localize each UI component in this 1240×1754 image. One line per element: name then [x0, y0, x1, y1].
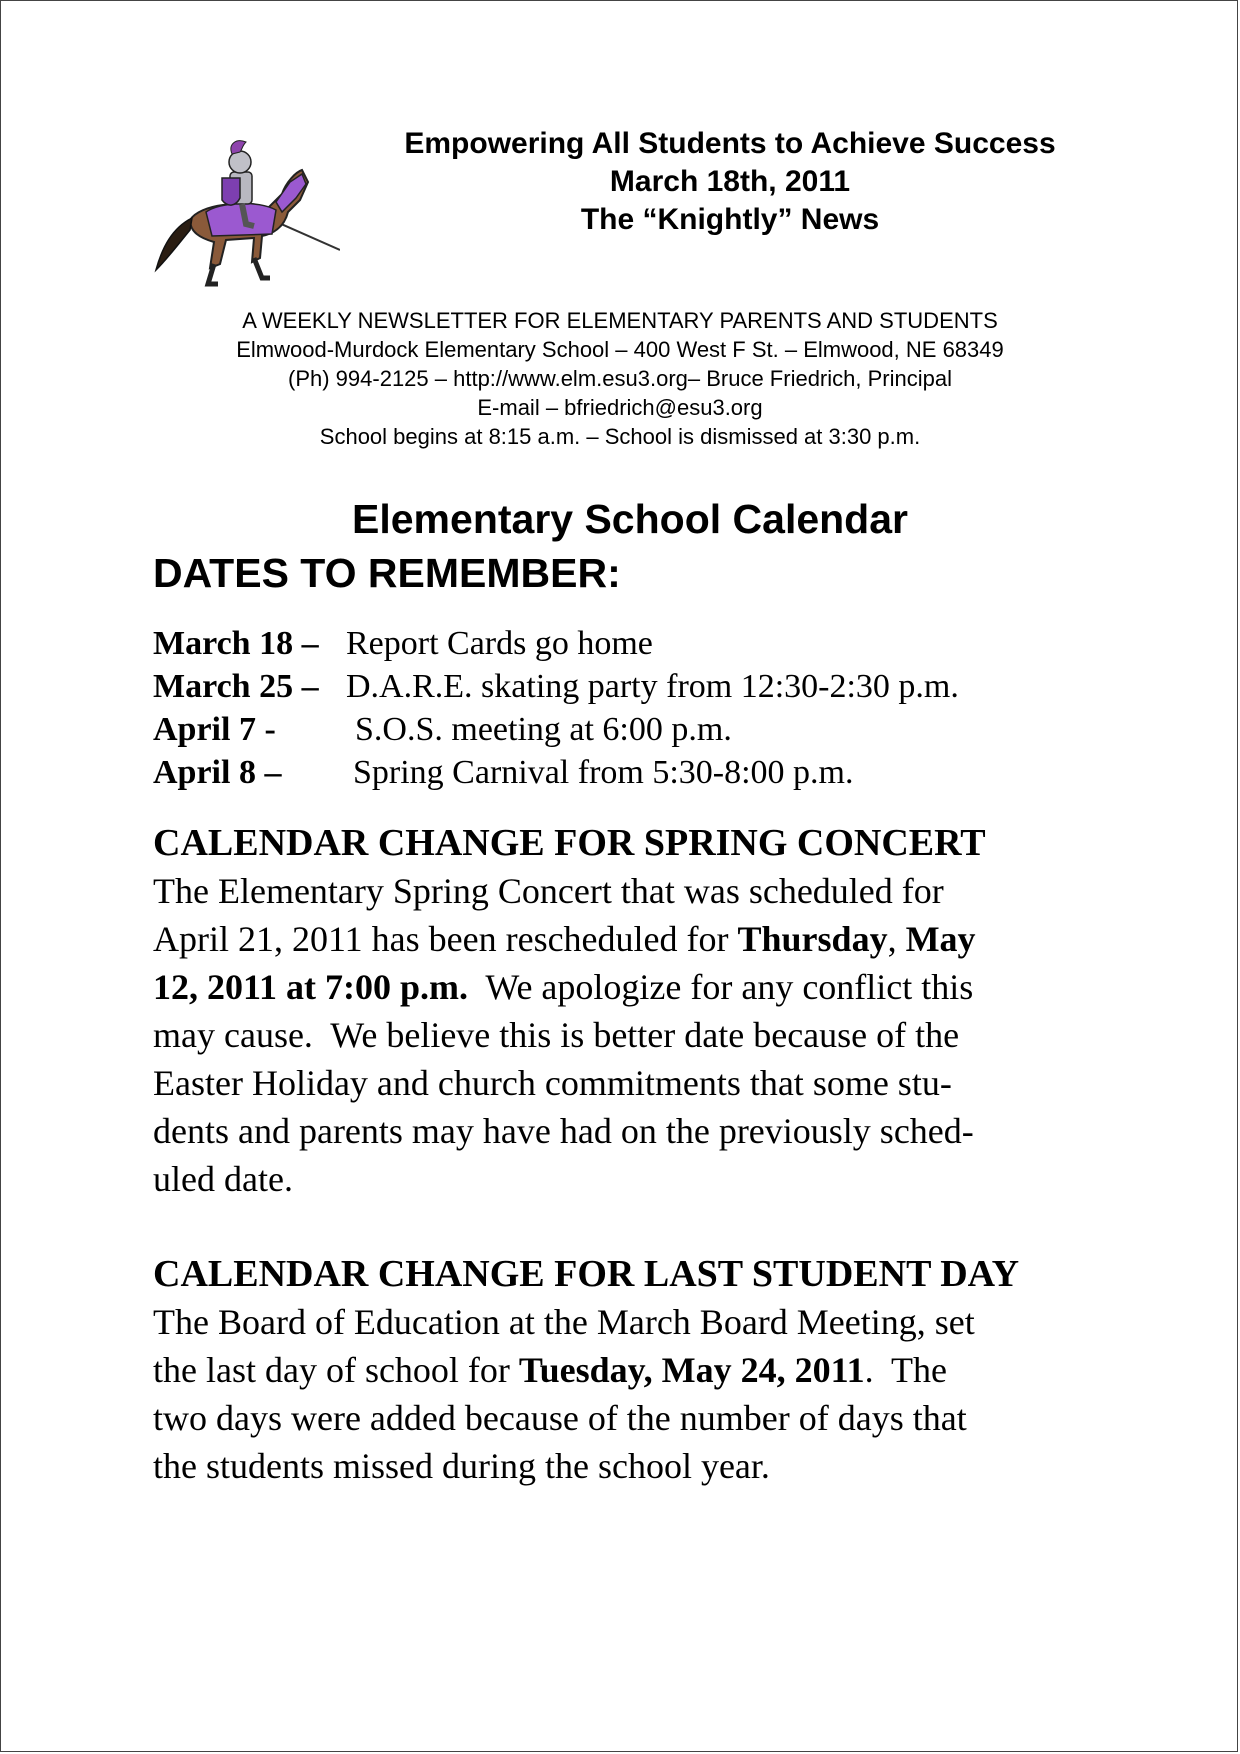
date-label: March 25 – — [153, 668, 319, 705]
paragraph-line: may cause. We believe this is better date because of the — [153, 1015, 960, 1055]
date-label: March 18 – — [153, 625, 319, 662]
spring-concert-heading: CALENDAR CHANGE FOR SPRING CONCERT — [153, 822, 986, 864]
spring-concert-section — [153, 819, 1113, 1203]
knight-logo-icon — [150, 138, 340, 290]
text-span: . The — [864, 1350, 947, 1390]
info-line-5: School begins at 8:15 a.m. – School is dismissed at 3:30 p.m. — [319, 424, 921, 449]
paragraph-line — [153, 963, 1113, 1011]
bold-span: Tuesday, May 24, 2011 — [518, 1350, 865, 1390]
paragraph-line: two days were added because of the number of days that — [153, 1398, 967, 1438]
bold-span: 12, 2011 at 7:00 p.m. — [153, 967, 468, 1007]
last-day-section — [153, 1250, 1113, 1490]
date-event: Report Cards go home — [346, 625, 653, 662]
date-event: D.A.R.E. skating party from 12:30-2:30 p.m. — [346, 668, 959, 705]
text-span: April 21, 2011 has been rescheduled for — [153, 919, 738, 959]
last-day-heading: CALENDAR CHANGE FOR LAST STUDENT DAY — [153, 1253, 1020, 1295]
paragraph-line: The Elementary Spring Concert that was scheduled for — [153, 871, 944, 911]
date-event: S.O.S. meeting at 6:00 p.m. — [355, 711, 732, 748]
info-line-4: E-mail – bfriedrich@esu3.org — [477, 395, 763, 420]
date-item — [153, 622, 1153, 665]
text-span: We apologize for any conflict this — [468, 967, 974, 1007]
date-label: April 7 - — [153, 711, 276, 748]
date-label: April 8 – — [153, 754, 282, 791]
text-span: , — [887, 919, 906, 959]
date-item — [153, 665, 1153, 708]
dates-list — [153, 622, 1153, 794]
info-line-1: A WEEKLY NEWSLETTER FOR ELEMENTARY PARENTS AND STUDENTS — [242, 308, 998, 333]
paragraph-line — [153, 1346, 1113, 1394]
info-line-3: (Ph) 994-2125 – http://www.elm.esu3.org– Bruce Friedrich, Principal — [288, 366, 952, 391]
paragraph-line: dents and parents may have had on the previously sched- — [153, 1111, 974, 1151]
newsletter-header — [330, 125, 1130, 239]
calendar-title: Elementary School Calendar — [352, 496, 908, 542]
newsletter-name: The “Knightly” News — [580, 203, 880, 236]
text-span: the last day of school for — [153, 1350, 519, 1390]
date-item — [153, 708, 1153, 751]
info-line-2: Elmwood-Murdock Elementary School – 400 West F St. – Elmwood, NE 68349 — [236, 337, 1004, 362]
date-event: Spring Carnival from 5:30-8:00 p.m. — [353, 754, 854, 791]
paragraph-line: uled date. — [153, 1159, 293, 1199]
paragraph-line — [153, 915, 1113, 963]
paragraph-line: Easter Holiday and church commitments that some stu- — [153, 1063, 952, 1103]
slogan: Empowering All Students to Achieve Success — [404, 127, 1056, 160]
issue-date: March 18th, 2011 — [609, 165, 851, 198]
bold-span: Thursday — [737, 919, 888, 959]
paragraph-line: The Board of Education at the March Board Meeting, set — [153, 1302, 975, 1342]
bold-span: May — [905, 919, 976, 959]
paragraph-line: the students missed during the school year. — [153, 1446, 770, 1486]
date-item — [153, 751, 1153, 794]
school-info — [100, 306, 1140, 451]
dates-heading: DATES TO REMEMBER: — [153, 550, 621, 596]
